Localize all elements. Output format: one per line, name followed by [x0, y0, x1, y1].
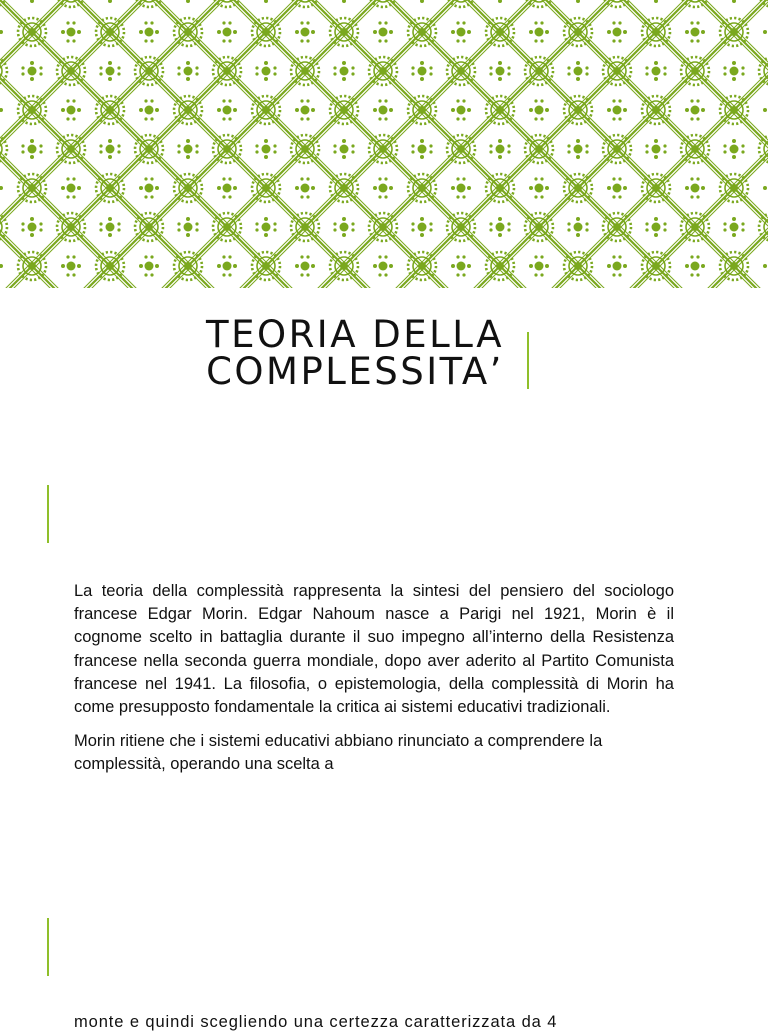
slide-body: [74, 580, 674, 788]
slide-title-line-2: COMPLESSITA’: [206, 350, 504, 393]
decorative-pattern-banner: [0, 0, 768, 288]
continuation-text: monte e quindi scegliendo una certezza caratterizzata da 4: [74, 1013, 558, 1031]
left-accent-line-bottom: [47, 918, 49, 976]
paragraph-1: La teoria della complessità rappresenta la sintesi del pensiero del sociologo francese Edgar Morin. Edgar Nahoum nasce a Parigi nel 1921, Morin è il cognome scelto in battaglia durante il suo impegno all’interno della Resistenza francese nella seconda guerra mondiale, dopo aver aderito al Partito Comunista francese nel 1941. La filosofia, o epistemologia, della complessità di Morin ha come presupposto fondamentale la critica ai sistemi educativi tradizionali.: [74, 582, 674, 717]
paragraph-2: Morin ritiene che i sistemi educativi abbiano rinunciato a comprendere la complessità, operando una scelta a: [74, 732, 603, 774]
left-accent-line-top: [47, 485, 49, 543]
slide-title: [150, 313, 560, 393]
title-accent-line: [527, 332, 529, 389]
slide-title-line-1: TEORIA DELLA: [205, 313, 505, 356]
